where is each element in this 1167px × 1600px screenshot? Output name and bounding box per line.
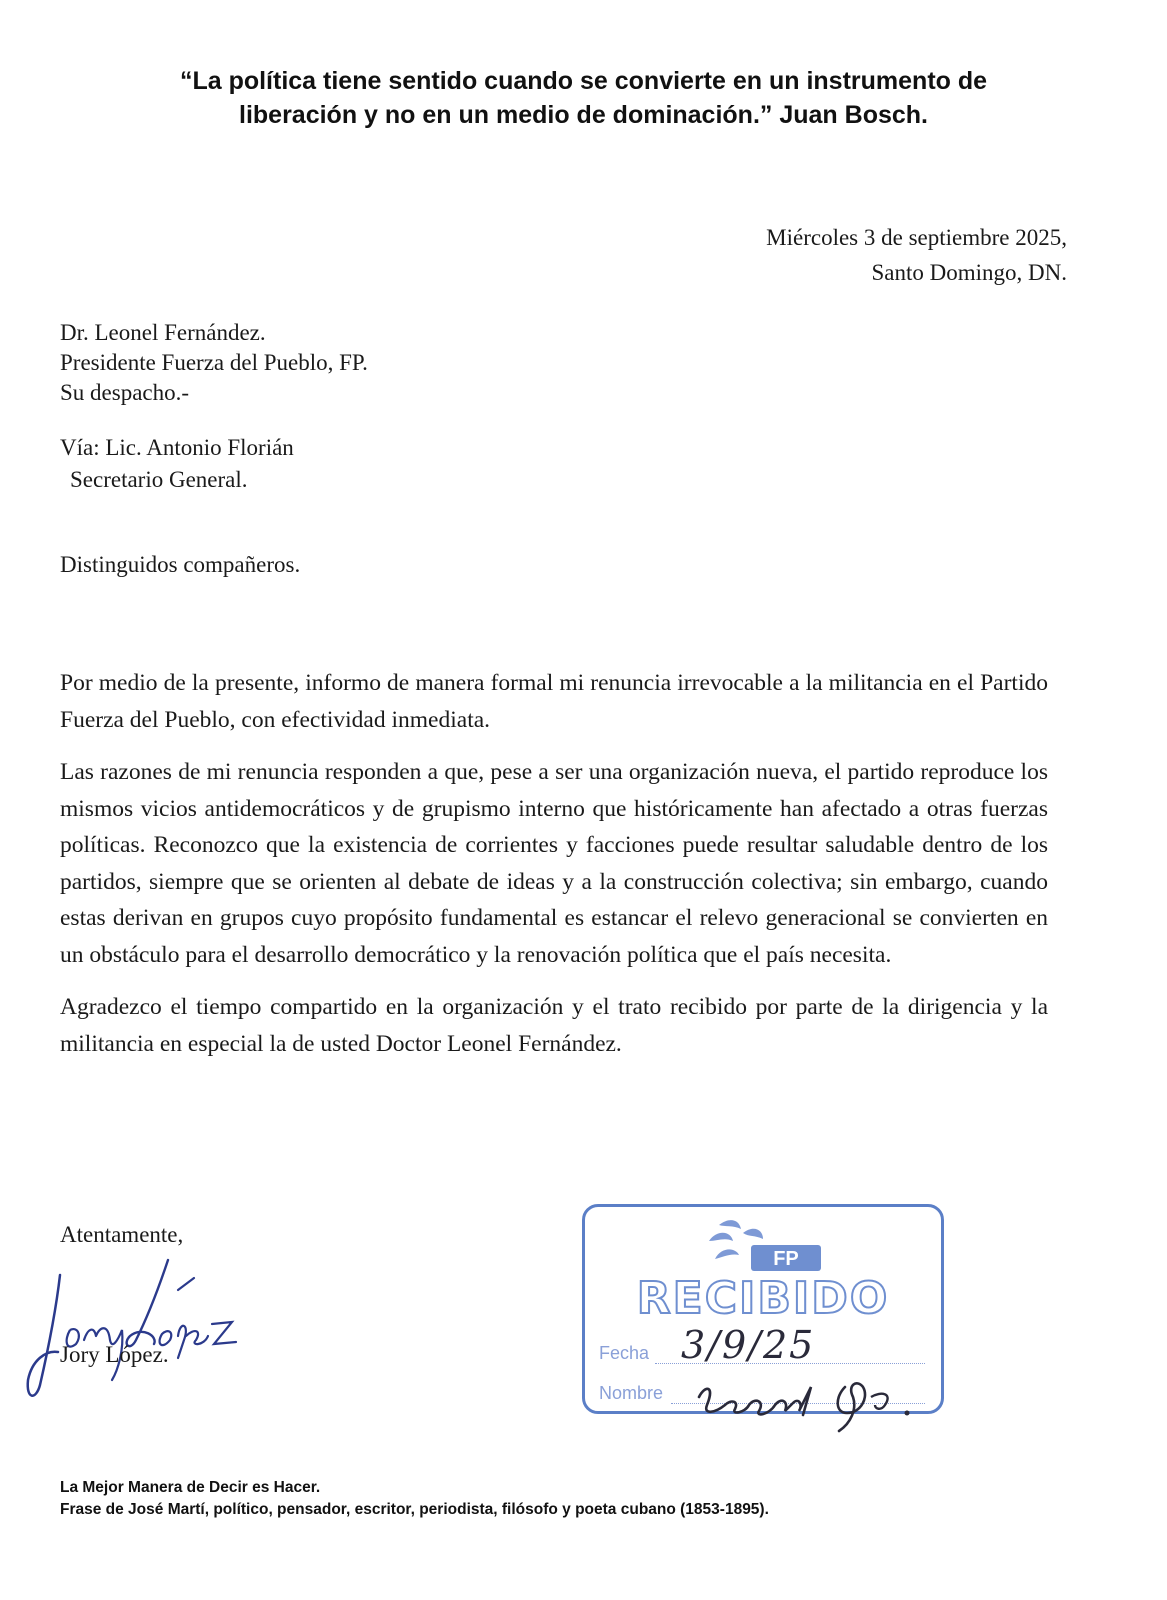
via-role: Secretario General.: [70, 467, 248, 492]
letter-body: [60, 665, 1048, 1078]
via-line: Vía: Lic. Antonio Florián: [60, 435, 294, 460]
footer-line-1: La Mejor Manera de Decir es Hacer.: [60, 1479, 321, 1496]
stamp-name-value: Leonel: [686, 1436, 689, 1437]
stamp-date-value: 3/9/25: [681, 1323, 816, 1367]
body-paragraph-1: Por medio de la presente, informo de manera formal mi renuncia irrevocable a la militancia en el Partido Fuerza del Pueblo, con efectividad inmediata.: [60, 670, 1048, 733]
stamp-date-label: Fecha: [599, 1343, 650, 1363]
body-paragraph-3: Agradezco el tiempo compartido en la organización y el trato recibido por parte de la dirigencia y la militancia en especial la de usted Doctor Leonel Fernández.: [60, 994, 1048, 1057]
addressee-office: Su despacho.-: [60, 380, 190, 405]
via-block: [60, 432, 294, 496]
stamp-name-signature: [685, 1357, 945, 1437]
signature-text: Jory López: [138, 1405, 143, 1406]
letter-place: Santo Domingo, DN.: [871, 260, 1067, 285]
epigraph-quote: [60, 64, 1107, 132]
fp-party-logo: [695, 1211, 835, 1281]
handwritten-signature: [18, 1240, 258, 1410]
addressee-title: Presidente Fuerza del Pueblo, FP.: [60, 350, 368, 375]
footer-quote: [60, 1477, 769, 1521]
stamp-logo-text: FP: [773, 1248, 799, 1270]
signer-name: Jory López.: [60, 1342, 169, 1367]
addressee-block: [60, 318, 368, 408]
footer-line-2: Frase de José Martí, político, pensador, escritor, periodista, filósofo y poeta cubano (1853-1895).: [60, 1501, 769, 1518]
body-paragraph-2: Las razones de mi renuncia responden a que, pese a ser una organización nueva, el partido reproduce los mismos vicios antidemocráticos y de grupismo interno que históricamente han afectado a otras fuerzas políticas. Reconozco que la existencia de corrientes y facciones puede resultar saludable dentro de los partidos, siempre que se orienten al debate de ideas y a la construcción colectiva; sin embargo, cuando estas derivan en grupos cuyo propósito fundamental es estancar el relevo generacional se convierten en un obstáculo para el desarrollo democrático y la renovación política que el país necesita.: [60, 759, 1048, 968]
epigraph-line-2: liberación y no en un medio de dominación.” Juan Bosch.: [239, 101, 928, 129]
received-stamp: [582, 1204, 944, 1437]
letter-date: Miércoles 3 de septiembre 2025,: [766, 225, 1067, 250]
addressee-name: Dr. Leonel Fernández.: [60, 320, 266, 345]
stamp-name-label: Nombre: [599, 1383, 664, 1403]
date-place-block: [766, 220, 1067, 290]
closing: Atentamente,: [60, 1222, 184, 1247]
stamp-status: RECIBIDO: [636, 1273, 890, 1324]
epigraph-line-1: “La política tiene sentido cuando se convierte en un instrumento de: [179, 67, 988, 95]
salutation: Distinguidos compañeros.: [60, 552, 301, 577]
